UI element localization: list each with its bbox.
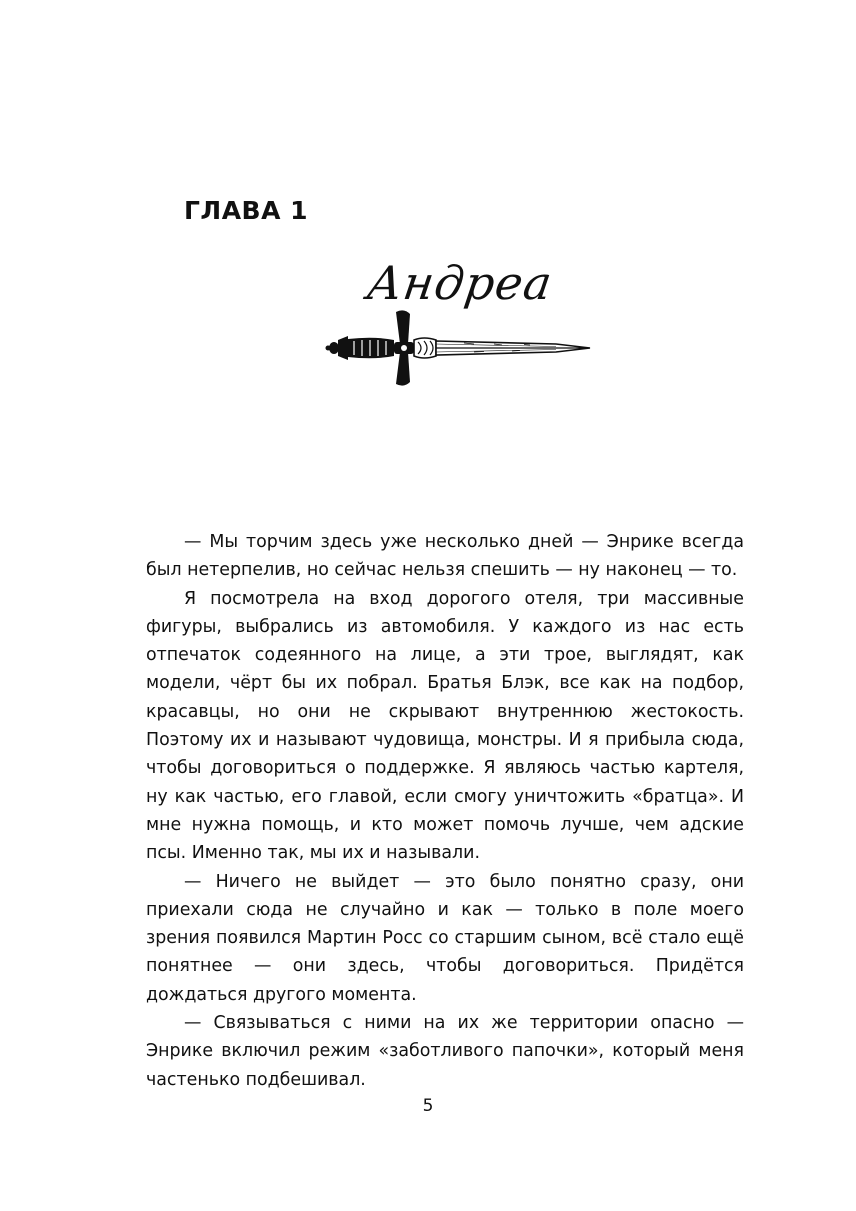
character-name: Андреа bbox=[364, 256, 556, 310]
sword-icon bbox=[324, 306, 594, 390]
page-number: 5 bbox=[422, 1096, 434, 1116]
sword-crossguard bbox=[394, 310, 414, 385]
sword-grip bbox=[348, 338, 394, 359]
chapter-text bbox=[146, 528, 744, 1094]
paragraph: — Ничего не выйдет — это было понятно сразу, они приехали сюда не случайно и как — только в поле моего зрения появился Мартин Росс со старшим сыном, всё стало ещё понятнее — они здесь, чтобы договориться. Придётся дождаться другого момента. bbox=[146, 871, 744, 1005]
chapter-heading: ГЛАВА 1 bbox=[184, 196, 309, 225]
sword-ricasso bbox=[414, 338, 436, 358]
paragraph: — Мы торчим здесь уже несколько дней — Энрике всегда был нетерпелив, но сейчас нельзя спешить — ну наконец — то. bbox=[146, 532, 744, 581]
paragraph: Я посмотрела на вход дорогого отеля, три массивные фигуры, выбрались из автомобиля. У каждого из нас есть отпечаток содеянного на лице, а эти трое, выглядят, как модели, чёрт бы их побрал. Братья Блэк, все как на подбор, красавцы, но они не скрывают внутреннюю жестокость. Поэтому их и называют чудовища, монстры. И я прибыла сюда, чтобы договориться о поддержке. Я являюсь частью картеля, ну как частью, его главой, если смогу уничтожить «братца». И мне нужна помощь, и кто может помочь лучше, чем адские псы. Именно так, мы их и называли. bbox=[146, 588, 744, 864]
sword-pommel bbox=[326, 336, 349, 360]
paragraph: — Связываться с ними на их же территории опасно — Энрике включил режим «заботливого папочки», который меня частенько подбешивал. bbox=[146, 1013, 744, 1090]
sword-blade bbox=[436, 341, 590, 355]
